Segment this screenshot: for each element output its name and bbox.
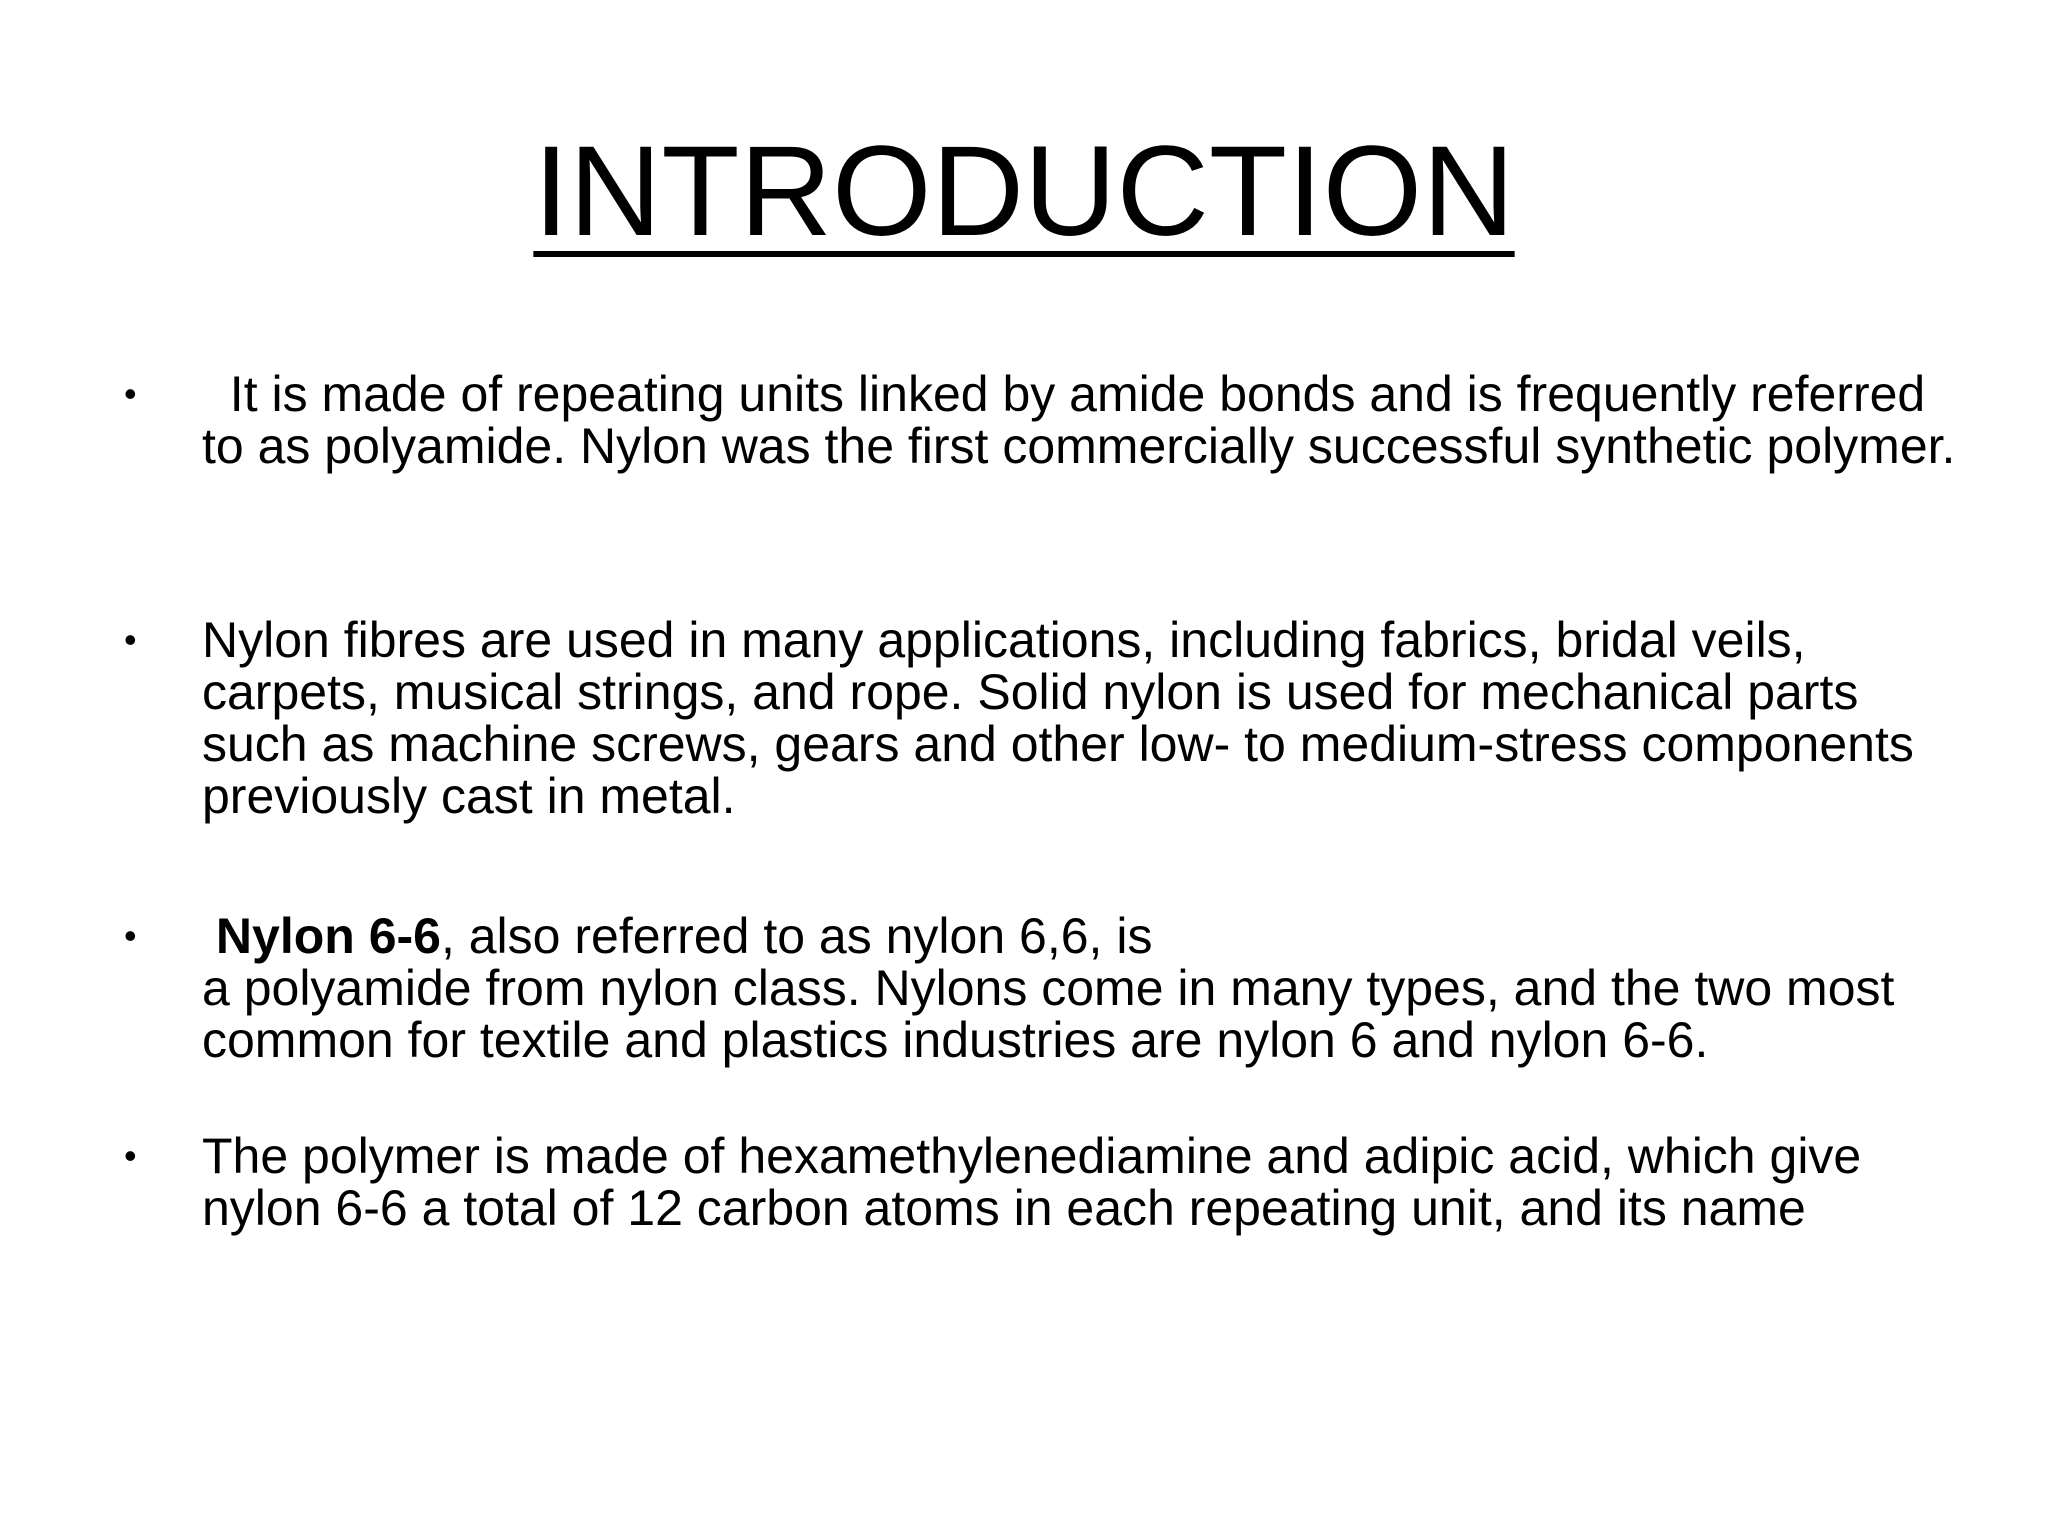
bullet-text [202, 368, 1962, 472]
bullet-icon: • [124, 619, 137, 660]
bullet-bold-term: Nylon 6-6 [215, 908, 441, 964]
bullet-text: Nylon fibres are used in many applications, including fabrics, bridal veils, carpets, musical strings, and rope. Solid nylon is used for mechanical parts such as machine screws, gears and other low- to medium-stress components previously cast in metal. [202, 612, 1914, 824]
bullet-icon: • [124, 1135, 137, 1176]
bullet-text-body: It is made of repeating units linked by amide bonds and is frequently referred to as polyamide. Nylon was the first commercially successful synthetic polymer. [202, 366, 1956, 474]
bullet-text-body: a polyamide from nylon class. Nylons come in many types, and the two most common for textile and plastics industries are nylon 6 and nylon 6-6. [202, 960, 1895, 1068]
bullet-text: The polymer is made of hexamethylenediamine and adipic acid, which give nylon 6-6 a total of 12 carbon atoms in each repeating unit, and its name [202, 1128, 1862, 1236]
bullet-icon: • [124, 373, 137, 414]
bullet-icon: • [124, 915, 137, 956]
bullet-text [202, 910, 1962, 1066]
bullet-text-line1: , also referred to as nylon 6,6, is [440, 908, 1153, 964]
slide-title-text: INTRODUCTION [533, 120, 1515, 263]
